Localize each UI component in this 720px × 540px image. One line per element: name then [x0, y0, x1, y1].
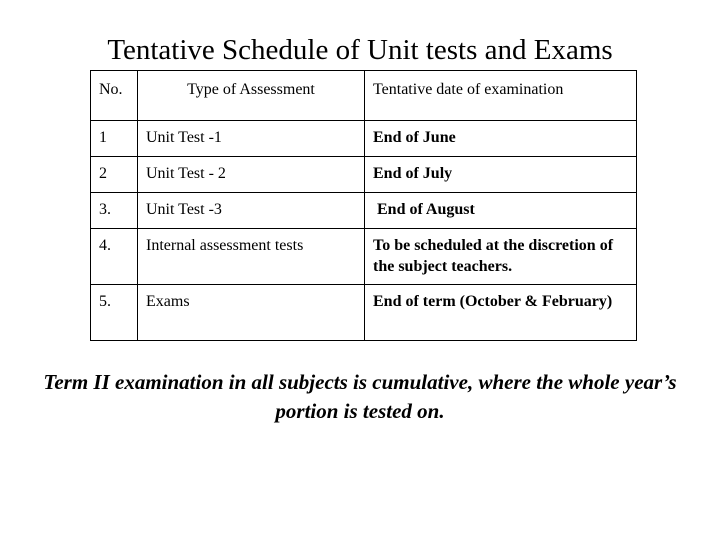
table-row [91, 229, 637, 285]
header-type: Type of Assessment [138, 71, 365, 121]
header-no: No. [91, 71, 138, 121]
table-row [91, 121, 637, 157]
table-row [91, 157, 637, 193]
table-row [91, 193, 637, 229]
row-date: End of July [365, 157, 637, 193]
row-no: 3. [91, 193, 138, 229]
row-no: 4. [91, 229, 138, 285]
row-no: 5. [91, 285, 138, 341]
row-date: To be scheduled at the discretion of the subject teachers. [365, 229, 637, 285]
row-no: 1 [91, 121, 138, 157]
row-type: Internal assessment tests [138, 229, 365, 285]
page-title: Tentative Schedule of Unit tests and Exams [107, 34, 613, 66]
row-type: Unit Test -1 [138, 121, 365, 157]
schedule-table [90, 70, 637, 341]
row-type: Unit Test - 2 [138, 157, 365, 193]
table-row [91, 285, 637, 341]
table-header-row [91, 71, 637, 121]
row-type: Unit Test -3 [138, 193, 365, 229]
row-date: End of August [365, 193, 637, 229]
header-date: Tentative date of examination [365, 71, 637, 121]
row-no: 2 [91, 157, 138, 193]
row-date: End of June [365, 121, 637, 157]
row-date: End of term (October & February) [365, 285, 637, 341]
footnote: Term II examination in all subjects is cumulative, where the whole year’s portion is tested on. [43, 370, 677, 423]
row-type: Exams [138, 285, 365, 341]
